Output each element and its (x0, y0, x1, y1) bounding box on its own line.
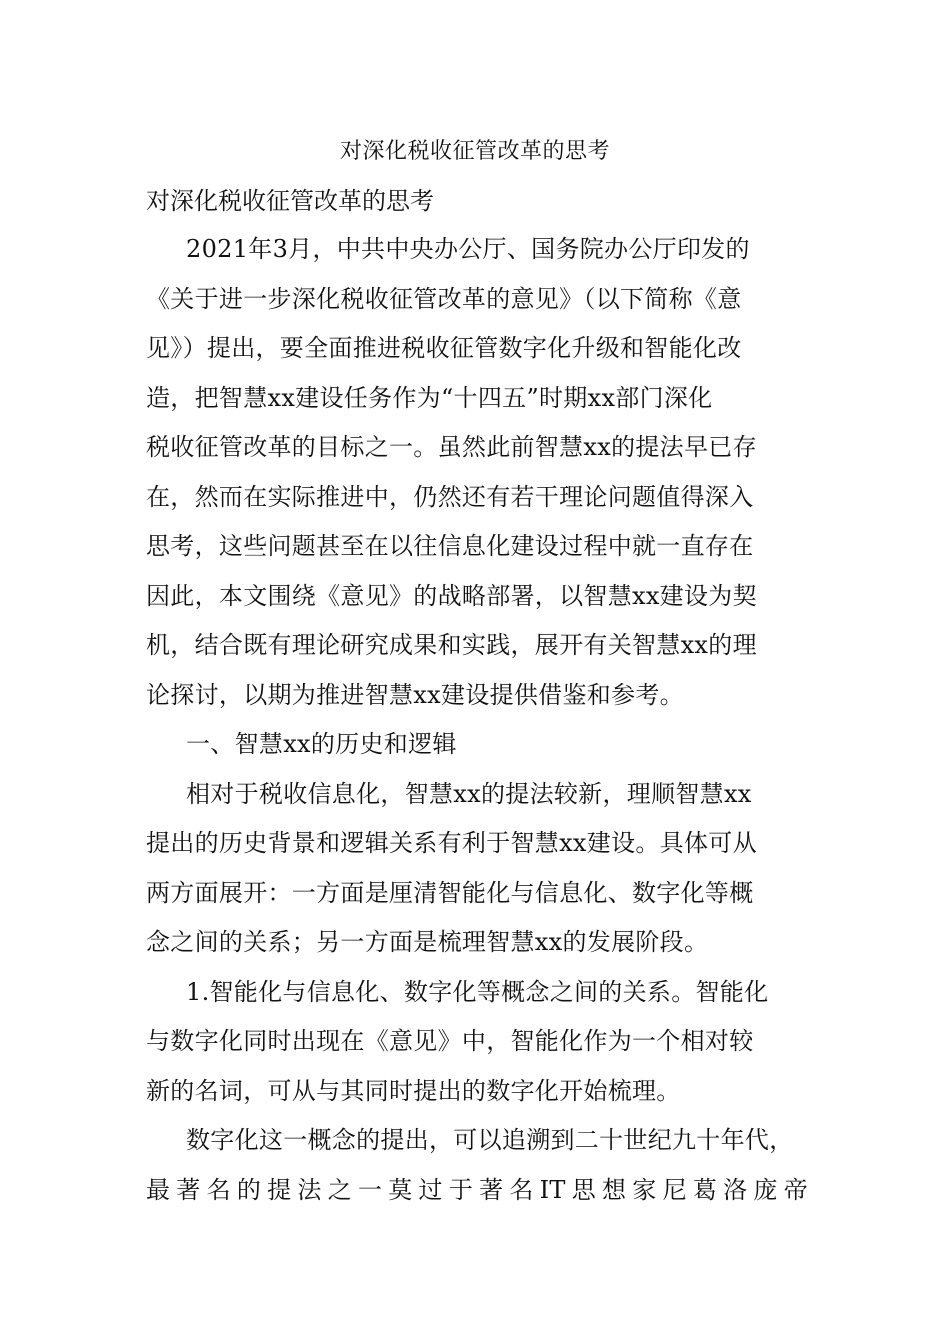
paragraph-line: 在，然而在实际推进中，仍然还有若干理论问题值得深入 (146, 482, 754, 511)
paragraph-line: 因此，本文围绕《意见》的战略部署，以智慧xx建设为契 (146, 581, 757, 610)
paragraph-line: 1.智能化与信息化、数字化等概念之间的关系。智能化 (186, 977, 769, 1006)
document-title: 对深化税收征管改革的思考 (339, 139, 610, 164)
paragraph-line: 相对于税收信息化，智慧xx的提法较新，理顺智慧xx (186, 779, 752, 808)
paragraph-line: 机，结合既有理论研究成果和实践，展开有关智慧xx的理 (146, 631, 757, 659)
section-heading: 一、智慧xx的历史和逻辑 (186, 730, 457, 758)
paragraph-line: 税收征管改革的目标之一。虽然此前智慧xx的提法早已存 (146, 433, 757, 461)
paragraph-line: 两方面展开：一方面是厘清智能化与信息化、数字化等概 (146, 878, 754, 907)
paragraph-line: 念之间的关系；另一方面是梳理智慧xx的发展阶段。 (146, 928, 709, 956)
document-body (146, 232, 808, 1222)
paragraph-line: 数字化这一概念的提出，可以追溯到二十世纪九十年代， (186, 1126, 794, 1154)
paragraph-line: 新的名词，可从与其同时提出的数字化开始梳理。 (146, 1076, 681, 1105)
paragraph-line: 《关于进一步深化税收征管改革的意见》（以下简称《意 (146, 284, 742, 313)
document-subtitle: 对深化税收征管改革的思考 (146, 187, 434, 215)
paragraph-line: 见》）提出，要全面推进税收征管数字化升级和智能化改 (146, 334, 742, 362)
paragraph-line: 与数字化同时出现在《意见》中，智能化作为一个相对较 (146, 1027, 754, 1055)
paragraph-line: 思考，这些问题甚至在以往信息化建设过程中就一直存在 (146, 532, 754, 560)
paragraph-line: 最著名的提法之一莫过于著名IT思想家尼葛洛庞帝 (146, 1175, 808, 1204)
paragraph-line: 2021年3月，中共中央办公厅、国务院办公厅印发的 (186, 235, 750, 263)
paragraph-line: 造，把智慧xx建设任务作为“十四五”时期xx部门深化 (146, 383, 713, 412)
paragraph-line: 提出的历史背景和逻辑关系有利于智慧xx建设。具体可从 (146, 829, 757, 857)
paragraph-line: 论探讨，以期为推进智慧xx建设提供借鉴和参考。 (146, 680, 684, 709)
